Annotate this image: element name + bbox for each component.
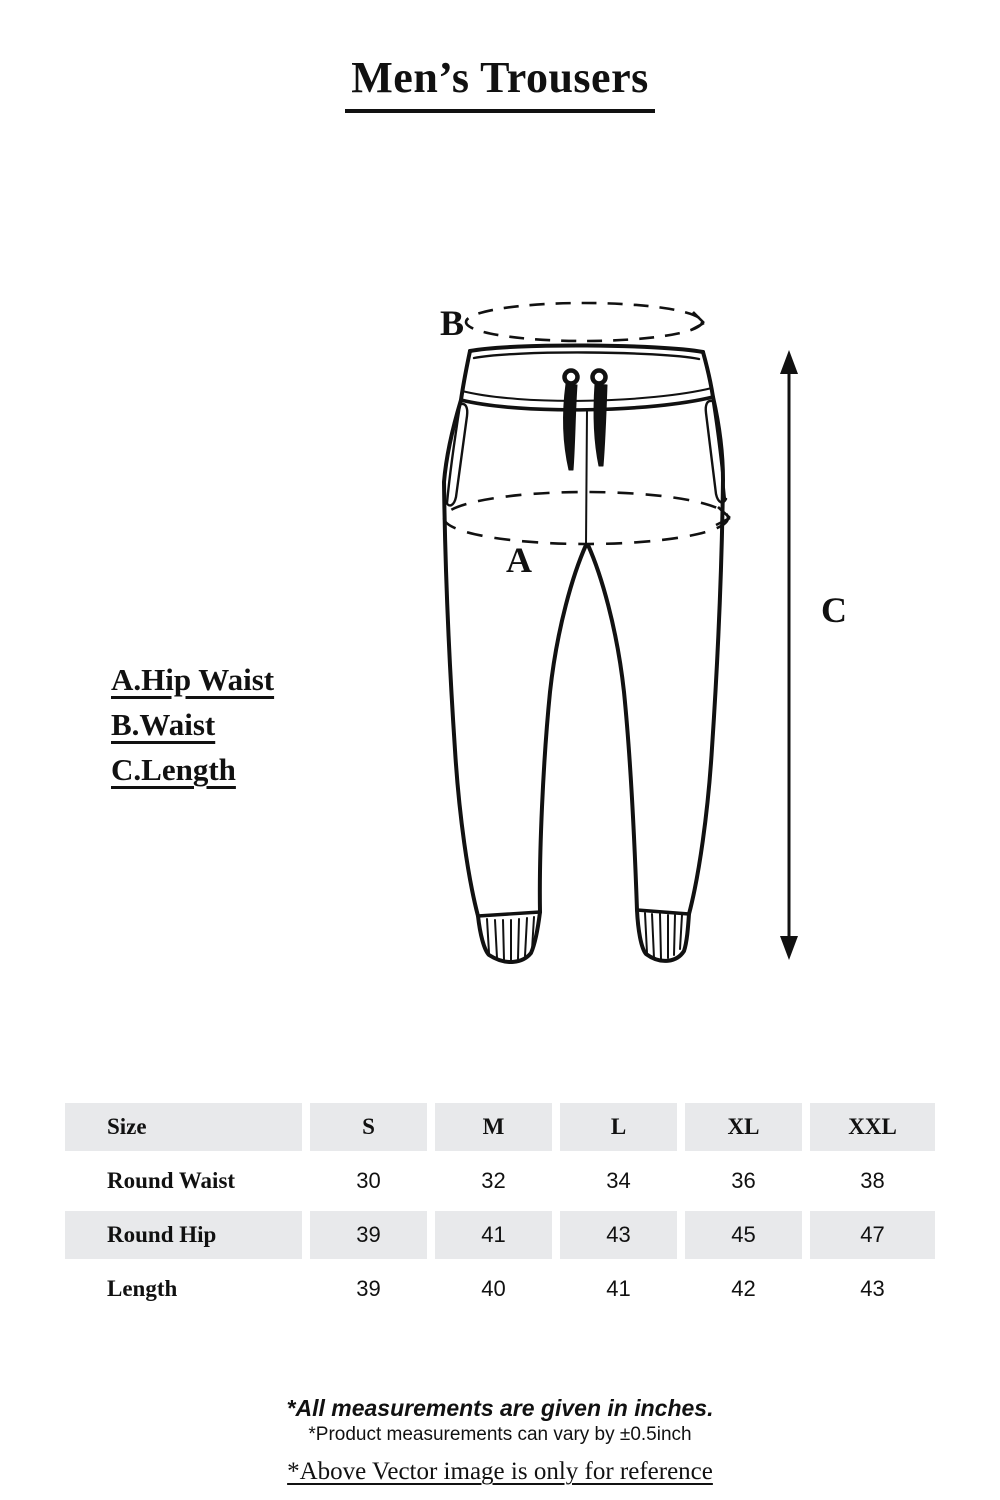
col-header-xl: XL: [685, 1103, 802, 1151]
col-header-m: M: [435, 1103, 552, 1151]
footnotes: [0, 1396, 1000, 1486]
table-cell: 34: [606, 1168, 631, 1193]
size-table: [65, 1103, 935, 1313]
table-cell: 45: [685, 1211, 802, 1259]
col-header-xxl: XXL: [810, 1103, 935, 1151]
row-label-round-hip: Round Hip: [65, 1211, 302, 1259]
table-cell: 41: [435, 1211, 552, 1259]
footnote-inches: *All measurements are given in inches.: [286, 1395, 714, 1421]
label-a: A: [506, 540, 532, 580]
eyelet-left: [565, 371, 578, 384]
table-cell: 42: [731, 1276, 756, 1301]
col-header-l: L: [560, 1103, 677, 1151]
label-c: C: [821, 590, 847, 630]
footnote-reference: *Above Vector image is only for reference: [287, 1458, 713, 1486]
legend-hip-waist: A.Hip Waist: [111, 662, 275, 697]
table-cell: 39: [356, 1276, 381, 1301]
table-cell: 47: [810, 1211, 935, 1259]
legend-waist: B.Waist: [111, 707, 216, 742]
table-cell: 41: [606, 1276, 631, 1301]
table-cell: 38: [860, 1168, 885, 1193]
col-header-s: S: [310, 1103, 427, 1151]
row-label-round-waist: Round Waist: [107, 1168, 236, 1193]
table-cell: 43: [860, 1276, 885, 1301]
drawstring-right: [594, 384, 607, 466]
cuff-left: [478, 912, 540, 962]
arrow-up-icon: [780, 350, 798, 374]
length-arrow-c: [780, 350, 798, 960]
footnote-tolerance: *Product measurements can vary by ±0.5inch: [308, 1424, 692, 1446]
table-cell: 30: [356, 1168, 381, 1193]
label-b: B: [439, 303, 465, 343]
table-cell: 32: [481, 1168, 506, 1193]
drawstring-left: [564, 384, 577, 470]
row-label-length: Length: [107, 1276, 178, 1301]
legend-length: C.Length: [111, 752, 236, 787]
table-cell: 36: [731, 1168, 756, 1193]
eyelet-right: [593, 371, 606, 384]
table-cell: 43: [560, 1211, 677, 1259]
col-header-size: Size: [65, 1103, 302, 1151]
page-title: Men’s Trousers: [345, 52, 654, 113]
table-cell: 39: [310, 1211, 427, 1259]
trousers-outline: [444, 345, 726, 962]
waist-ellipse-b: [466, 303, 704, 341]
cuff-right: [637, 910, 689, 961]
arrow-down-icon: [780, 936, 798, 960]
table-cell: 40: [481, 1276, 506, 1301]
